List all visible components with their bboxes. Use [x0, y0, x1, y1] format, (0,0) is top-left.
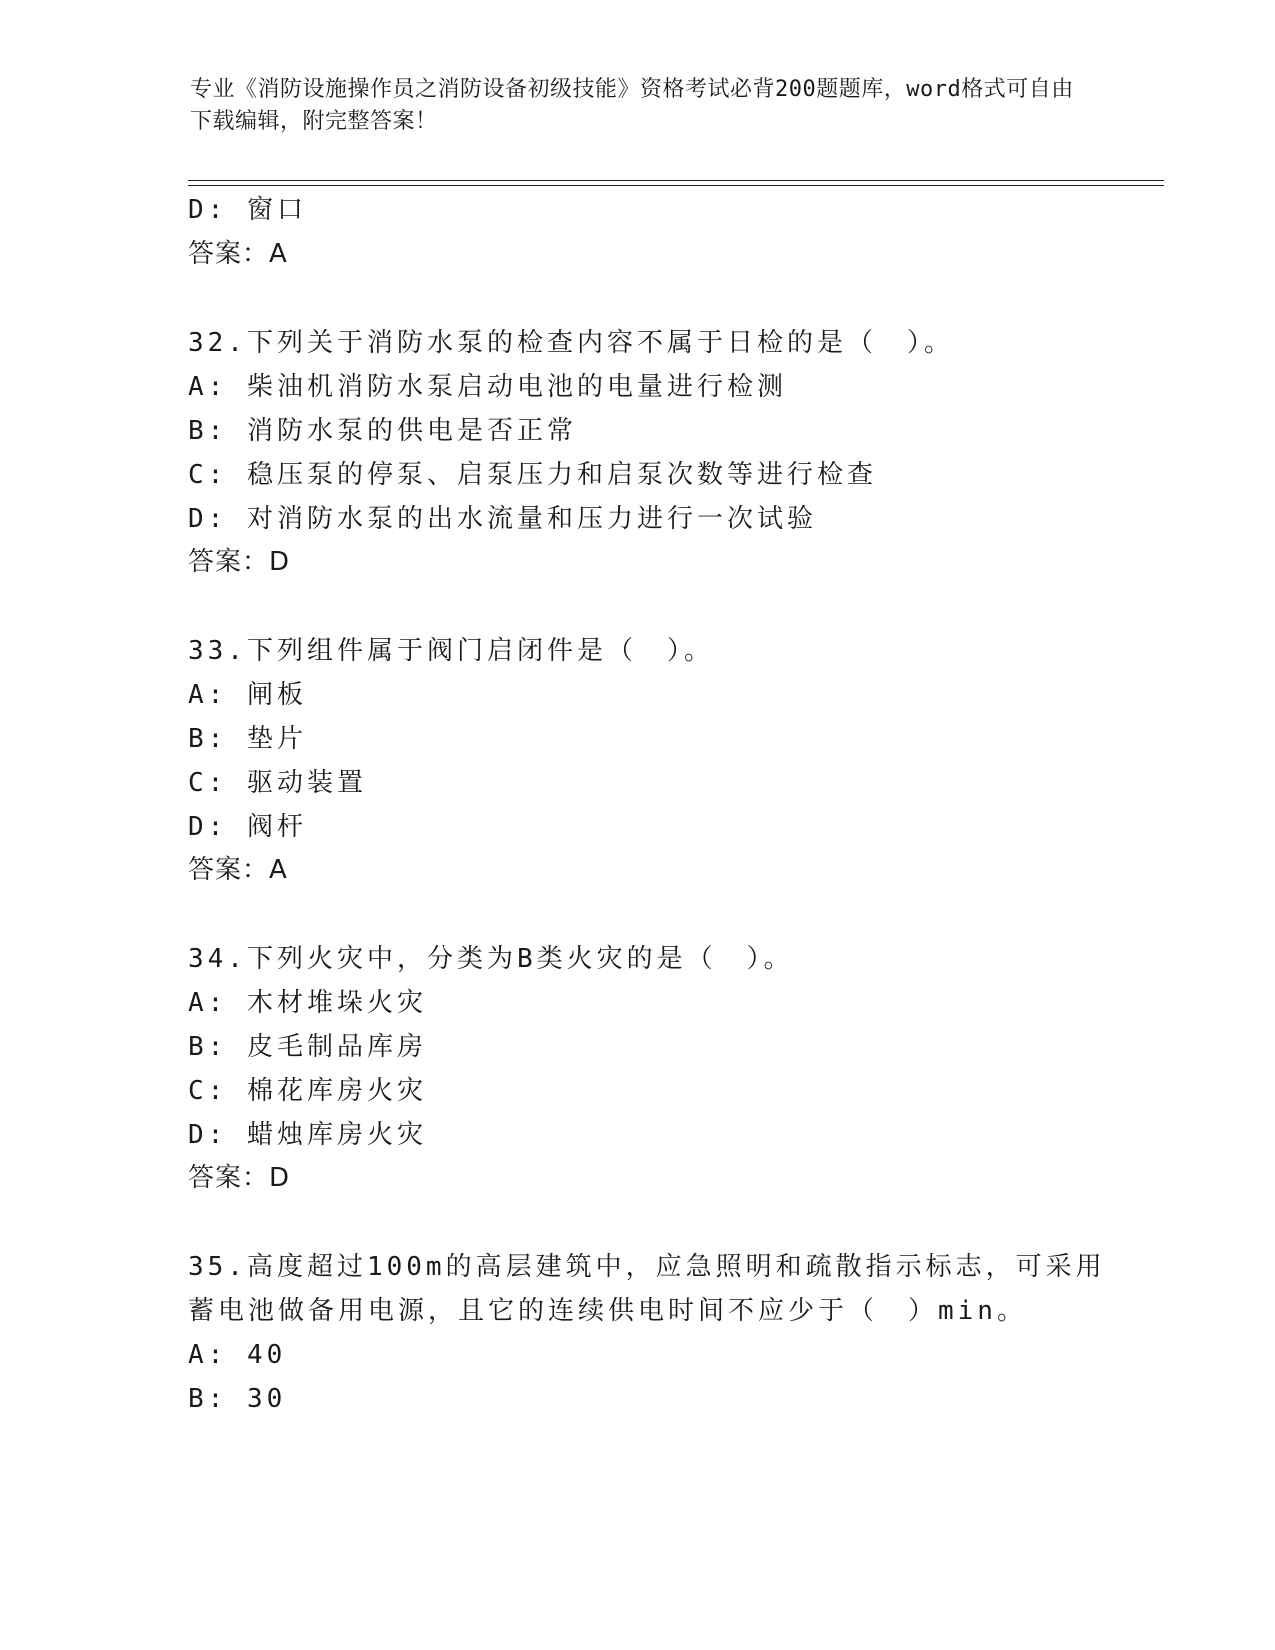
- document-header: 专业《消防设施操作员之消防设备初级技能》资格考试必背200题题库，word格式可自由下载编辑，附完整答案！: [190, 77, 1074, 134]
- answer-q31: 答案：A: [188, 239, 288, 269]
- question-33: 33.下列组件属于阀门启闭件是（ ）。: [188, 636, 714, 666]
- option-a-q32: A: 柴油机消防水泵启动电池的电量进行检测: [188, 372, 787, 402]
- answer-q33: 答案：A: [188, 855, 288, 885]
- question-35: 35.高度超过100m的高层建筑中，应急照明和疏散指示标志，可采用: [188, 1252, 1106, 1282]
- option-c-q33: C: 驱动装置: [188, 768, 367, 798]
- option-b-q34: B: 皮毛制品库房: [188, 1032, 427, 1062]
- option-d-q34: D: 蜡烛库房火灾: [188, 1120, 427, 1150]
- option-b-q35: B: 30: [188, 1384, 287, 1414]
- question-34: 34.下列火灾中，分类为B类火灾的是（ ）。: [188, 944, 794, 974]
- option-b-q33: B: 垫片: [188, 724, 307, 754]
- option-c-q32: C: 稳压泵的停泵、启泵压力和启泵次数等进行检查: [188, 460, 877, 490]
- option-a-q35: A: 40: [188, 1340, 287, 1370]
- question-35-continued: 蓄电池做备用电源，且它的连续供电时间不应少于（ ）min。: [188, 1296, 1027, 1326]
- option-d-q32: D: 对消防水泵的出水流量和压力进行一次试验: [188, 504, 817, 534]
- option-b-q32: B: 消防水泵的供电是否正常: [188, 416, 577, 446]
- option-d-q31: D: 窗口: [188, 195, 307, 225]
- header-divider-top: [188, 180, 1164, 181]
- question-32: 32.下列关于消防水泵的检查内容不属于日检的是（ ）。: [188, 328, 954, 358]
- answer-q34: 答案：D: [188, 1163, 291, 1193]
- option-c-q34: C: 棉花库房火灾: [188, 1076, 427, 1106]
- option-a-q33: A: 闸板: [188, 680, 307, 710]
- answer-q32: 答案：D: [188, 547, 291, 577]
- option-a-q34: A: 木材堆垛火灾: [188, 988, 427, 1018]
- option-d-q33: D: 阀杆: [188, 812, 307, 842]
- header-divider-bottom: [188, 185, 1164, 186]
